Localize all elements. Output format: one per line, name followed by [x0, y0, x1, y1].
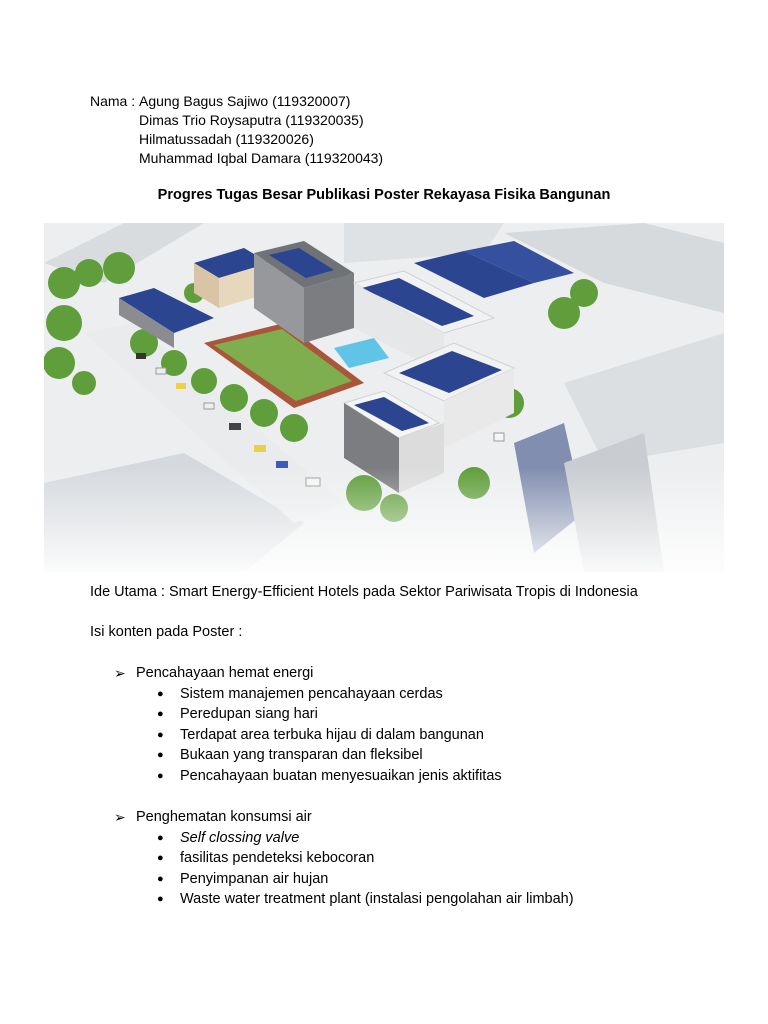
arrow-bullet-icon: ➢: [114, 665, 126, 681]
document-title: Progres Tugas Besar Publikasi Poster Rekayasa Fisika Bangunan: [157, 187, 611, 203]
section-heading: Pencahayaan hemat energi: [136, 665, 314, 681]
bullet-dot-icon: ●: [157, 831, 164, 844]
bullet-dot-icon: ●: [157, 749, 164, 762]
author-list: [90, 92, 383, 168]
member-name: Dimas Trio Roysaputra (119320035): [139, 112, 364, 128]
member-name: Muhammad Iqbal Damara (119320043): [139, 150, 384, 166]
bullet-dot-icon: ●: [157, 769, 164, 782]
list-item: ● Self clossing valve: [157, 828, 574, 849]
section-lighting: [114, 663, 502, 787]
member-name: Hilmatussadah (119320026): [139, 131, 314, 147]
section-water: [114, 807, 574, 910]
bullet-dot-icon: ●: [157, 872, 164, 885]
list-item: ● Bukaan yang transparan dan fleksibel: [157, 745, 502, 766]
section-heading: Penghematan konsumsi air: [136, 809, 312, 825]
arrow-bullet-icon: ➢: [114, 809, 126, 825]
bullet-dot-icon: ●: [157, 728, 164, 741]
hotel-render-image: [44, 223, 724, 572]
list-item: ● fasilitas pendeteksi kebocoran: [157, 848, 574, 869]
list-item: ● Penyimpanan air hujan: [157, 869, 574, 890]
bullet-dot-icon: ●: [157, 852, 164, 865]
member-name: Agung Bagus Sajiwo (119320007): [139, 93, 351, 109]
list-item: ● Waste water treatment plant (instalasi pengolahan air limbah): [157, 889, 574, 910]
bullet-dot-icon: ●: [157, 708, 164, 721]
main-idea: Ide Utama : Smart Energy-Efficient Hotels pada Sektor Pariwisata Tropis di Indonesia: [90, 584, 638, 600]
hotel-aerial-illustration: [44, 223, 724, 572]
list-item: ● Pencahayaan buatan menyesuaikan jenis aktifitas: [157, 766, 502, 787]
list-item: ● Terdapat area terbuka hijau di dalam bangunan: [157, 725, 502, 746]
list-item: ● Sistem manajemen pencahayaan cerdas: [157, 684, 502, 705]
list-item: ● Peredupan siang hari: [157, 704, 502, 725]
bullet-dot-icon: ●: [157, 687, 164, 700]
name-label: Nama :: [90, 93, 140, 109]
content-label: Isi konten pada Poster :: [90, 624, 243, 640]
bullet-dot-icon: ●: [157, 893, 164, 906]
